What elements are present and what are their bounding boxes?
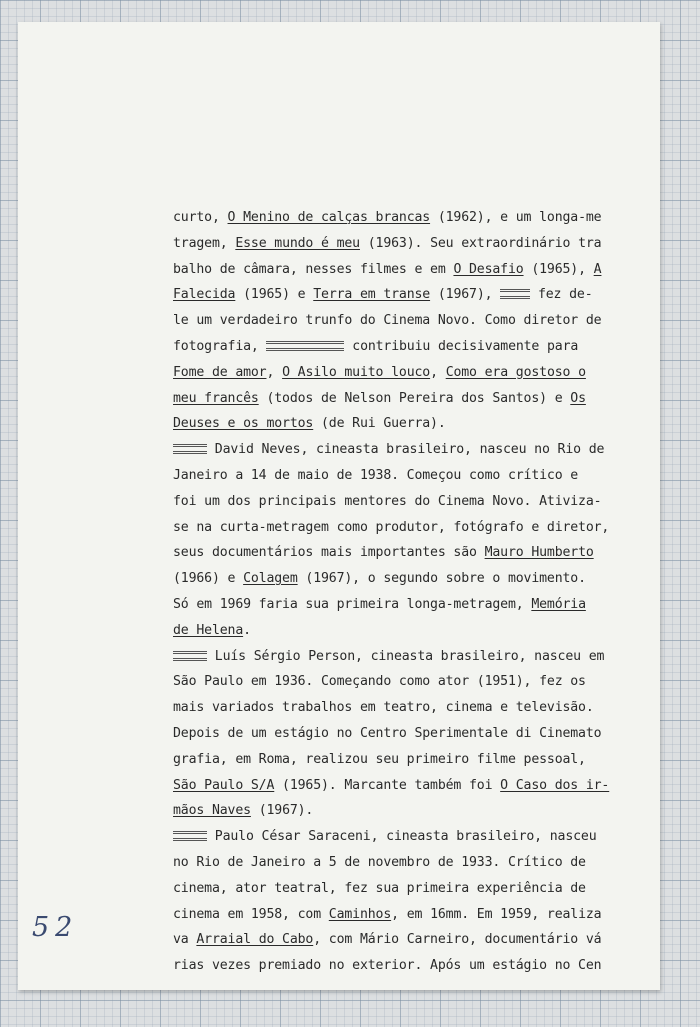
text-line [173, 386, 643, 412]
text-line [173, 566, 643, 592]
text-line [173, 282, 643, 308]
text-segment: Luís Sérgio Person, cineasta brasileiro, nasceu em [207, 648, 605, 664]
text-segment: São Paulo em 1936. Começando como ator (1951), fez os [173, 674, 586, 690]
text-line [173, 927, 643, 953]
text-line [173, 463, 643, 489]
underlined-title: O Asilo muito louco [282, 364, 431, 380]
text-segment: rias vezes premiado no exterior. Após um estágio no Cen [173, 958, 602, 974]
typewritten-text [173, 205, 643, 979]
text-line [173, 876, 643, 902]
text-segment: mais variados trabalhos em teatro, cinema e televisão. [173, 700, 594, 716]
text-segment: , [266, 364, 283, 380]
text-line [173, 437, 643, 463]
text-segment: foi um dos principais mentores do Cinema Novo. Ativiza- [173, 493, 602, 509]
text-segment: fotografia, [173, 338, 267, 354]
text-line [173, 618, 643, 644]
strikeout-mark [173, 444, 207, 454]
underlined-title: meu francês [173, 390, 259, 406]
text-segment: Depois de um estágio no Centro Sperimentale di Cinemato [173, 725, 602, 741]
text-line [173, 824, 643, 850]
text-line [173, 308, 643, 334]
text-line [173, 773, 643, 799]
text-line [173, 489, 643, 515]
text-segment: . [243, 622, 251, 638]
text-line [173, 360, 643, 386]
underlined-title: Falecida [173, 287, 236, 303]
underlined-title: São Paulo S/A [173, 777, 275, 793]
text-line [173, 953, 643, 979]
underlined-title: Colagem [243, 571, 298, 587]
underlined-title: mãos Naves [173, 803, 251, 819]
text-segment: cinema, ator teatral, fez sua primeira experiência de [173, 880, 586, 896]
text-segment: va [173, 932, 197, 948]
text-segment: (1966) e [173, 571, 244, 587]
text-segment: (1962), e um longa-me [430, 210, 602, 225]
text-segment: (1967), o segundo sobre o movimento. [297, 571, 586, 587]
text-line [173, 695, 643, 721]
text-line [173, 669, 643, 695]
underlined-title: Deuses e os mortos [173, 416, 314, 432]
text-segment: cinema em 1958, com [173, 906, 329, 922]
text-segment: , [430, 364, 446, 380]
text-segment: Paulo César Saraceni, cineasta brasileiro, nasceu [207, 829, 597, 845]
text-line [173, 205, 643, 231]
text-line [173, 334, 643, 360]
text-segment: (1965), [523, 261, 594, 277]
strikeout-mark [173, 831, 207, 841]
text-segment: Só em 1969 faria sua primeira longa-metragem, [173, 596, 532, 612]
underlined-title: Terra em transe [313, 287, 431, 303]
text-line [173, 592, 643, 618]
text-segment: fez de- [530, 287, 593, 303]
text-segment: balho de câmara, nesses filmes e em [173, 261, 454, 277]
underlined-title: Fome de amor [173, 364, 267, 380]
text-line [173, 798, 643, 824]
underlined-title: Arraial do Cabo [196, 932, 314, 948]
underlined-title: A [593, 261, 602, 277]
text-line [173, 540, 643, 566]
underlined-title: Como era gostoso o [445, 364, 586, 380]
underlined-title: O Menino de calças brancas [227, 210, 431, 225]
text-segment: curto, [173, 210, 228, 225]
text-line [173, 644, 643, 670]
underlined-title: de Helena [173, 622, 244, 638]
document-sheet [18, 22, 660, 990]
text-segment: Janeiro a 14 de maio de 1938. Começou como crítico e [173, 467, 579, 483]
underlined-title: O Desafio [453, 261, 524, 277]
text-segment: , em 16mm. Em 1959, realiza [391, 906, 602, 922]
text-segment: (1965). Marcante também foi [274, 777, 501, 793]
underlined-title: O Caso dos ir- [500, 777, 610, 793]
text-line [173, 850, 643, 876]
text-line [173, 902, 643, 928]
underlined-title: Memória [531, 596, 586, 612]
text-segment: (1965) e [235, 287, 314, 303]
text-line [173, 257, 643, 283]
text-segment: grafia, em Roma, realizou seu primeiro filme pessoal, [173, 751, 586, 767]
text-line [173, 411, 643, 437]
text-segment: , com Mário Carneiro, documentário vá [313, 932, 602, 948]
text-segment: no Rio de Janeiro a 5 de novembro de 1933. Crítico de [173, 854, 586, 870]
handwritten-page-number: 52 [32, 912, 79, 943]
text-segment: le um verdadeiro trunfo do Cinema Novo. Como diretor de [173, 313, 602, 329]
underlined-title: Mauro Humberto [484, 545, 594, 561]
text-line [173, 231, 643, 257]
text-segment: se na curta-metragem como produtor, fotógrafo e diretor, [173, 519, 610, 535]
text-line [173, 721, 643, 747]
text-segment: (1967), [430, 287, 501, 303]
strikeout-mark [173, 651, 207, 661]
strikeout-mark [266, 341, 344, 351]
text-segment: David Neves, cineasta brasileiro, nasceu no Rio de [207, 442, 605, 458]
underlined-title: Caminhos [328, 906, 392, 922]
text-segment: (todos de Nelson Pereira dos Santos) e [258, 390, 571, 406]
text-segment: (1963). Seu extraordinário tra [359, 235, 602, 251]
text-line [173, 747, 643, 773]
underlined-title: Esse mundo é meu [235, 235, 360, 251]
text-segment: seus documentários mais importantes são [173, 545, 485, 561]
text-segment: tragem, [173, 235, 236, 251]
text-segment: (de Rui Guerra). [313, 416, 446, 432]
text-line [173, 515, 643, 541]
strikeout-mark [500, 289, 530, 299]
underlined-title: Os [570, 390, 586, 406]
text-segment: (1967). [250, 803, 314, 819]
text-segment: contribuiu decisivamente para [344, 338, 579, 354]
